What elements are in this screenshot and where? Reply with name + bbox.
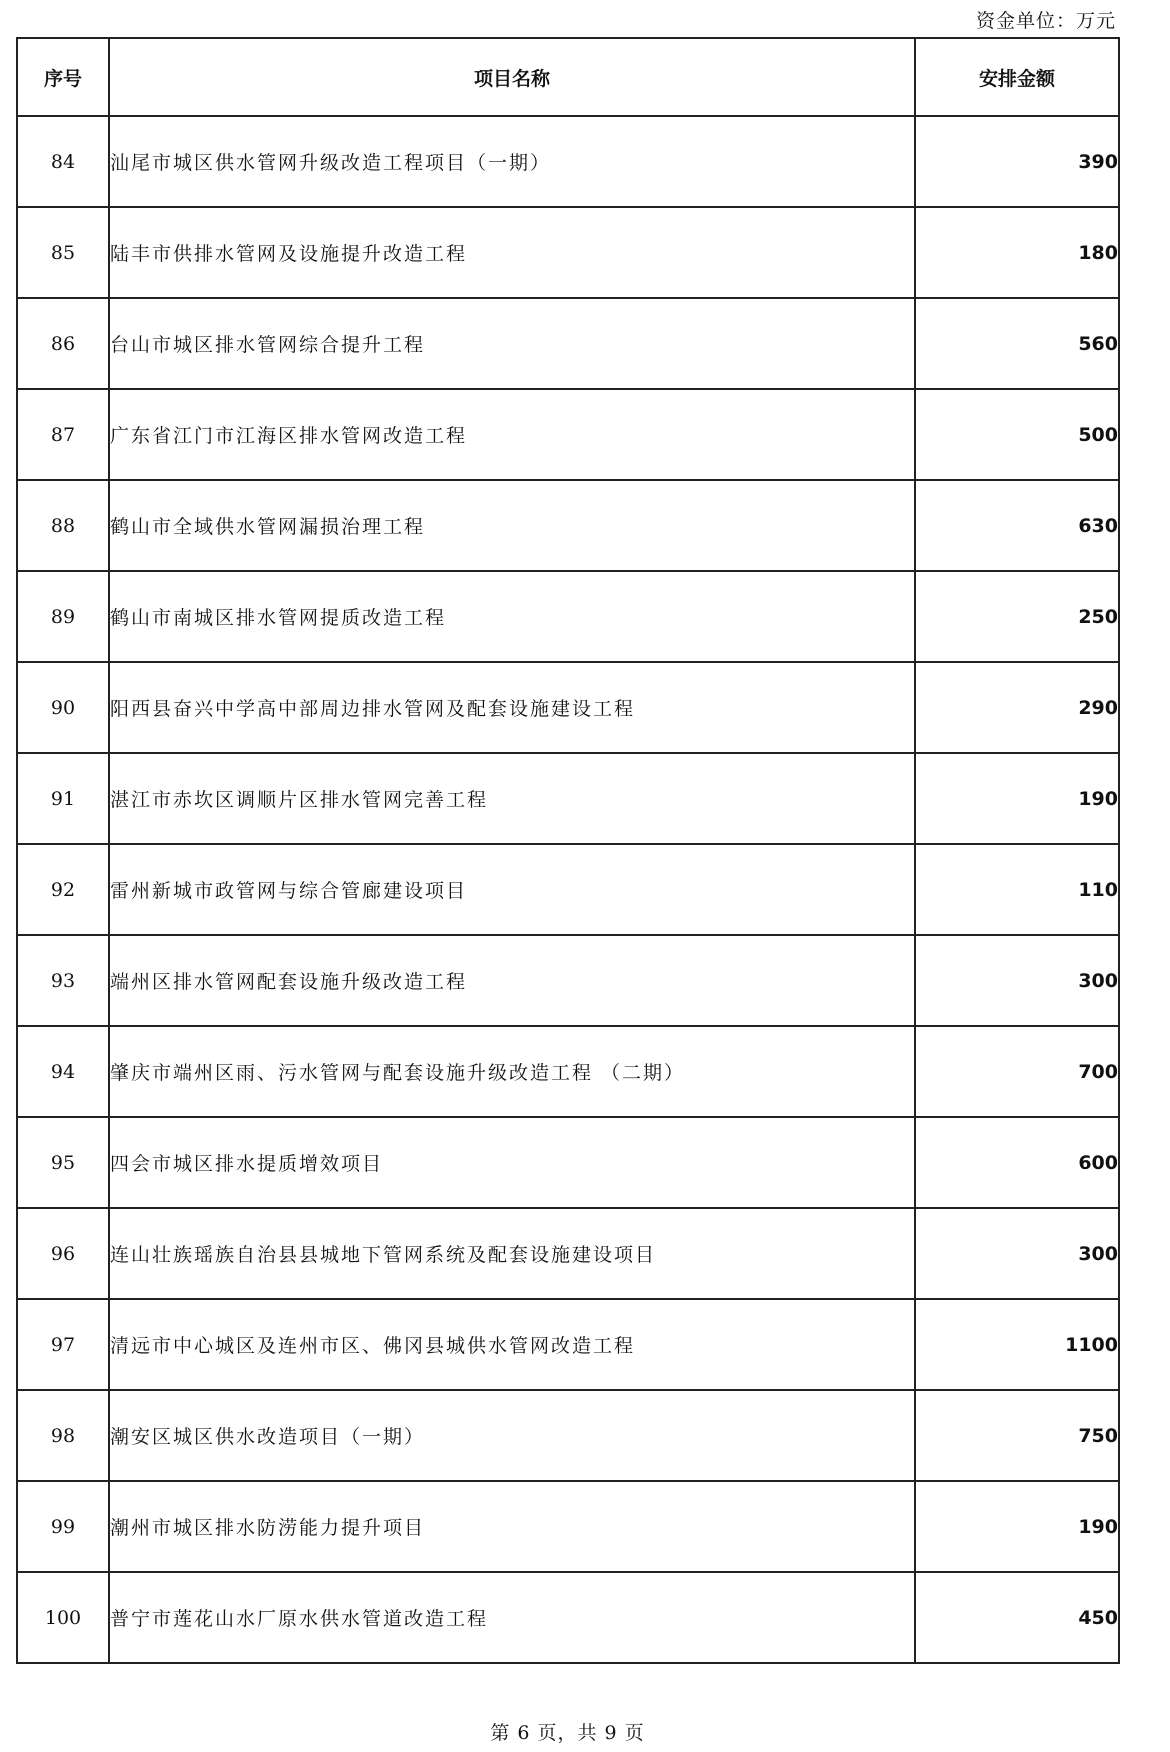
row-seq: 89 — [17, 571, 109, 662]
row-project-name: 陆丰市供排水管网及设施提升改造工程 — [109, 207, 915, 298]
row-amount: 630 — [915, 480, 1119, 571]
row-amount: 300 — [915, 1208, 1119, 1299]
row-amount: 500 — [915, 389, 1119, 480]
table-row — [17, 1026, 1119, 1117]
row-amount: 250 — [915, 571, 1119, 662]
row-project-name: 普宁市莲花山水厂原水供水管道改造工程 — [109, 1572, 915, 1663]
row-amount: 180 — [915, 207, 1119, 298]
table-row — [17, 389, 1119, 480]
row-seq: 95 — [17, 1117, 109, 1208]
row-seq: 98 — [17, 1390, 109, 1481]
row-seq: 97 — [17, 1299, 109, 1390]
column-header-amount: 安排金额 — [915, 38, 1119, 116]
table-row — [17, 662, 1119, 753]
row-project-name: 湛江市赤坎区调顺片区排水管网完善工程 — [109, 753, 915, 844]
row-project-name: 端州区排水管网配套设施升级改造工程 — [109, 935, 915, 1026]
funding-unit-note: 资金单位：万元 — [975, 10, 1116, 32]
page-number: 第 6 页，共 9 页 — [490, 1722, 645, 1744]
row-amount: 110 — [915, 844, 1119, 935]
row-project-name: 连山壮族瑶族自治县县城地下管网系统及配套设施建设项目 — [109, 1208, 915, 1299]
row-seq: 100 — [17, 1572, 109, 1663]
row-seq: 92 — [17, 844, 109, 935]
row-project-name: 雷州新城市政管网与综合管廊建设项目 — [109, 844, 915, 935]
row-seq: 93 — [17, 935, 109, 1026]
table-row — [17, 1208, 1119, 1299]
row-amount: 750 — [915, 1390, 1119, 1481]
table-row — [17, 1481, 1119, 1572]
table-row — [17, 298, 1119, 389]
table-row — [17, 935, 1119, 1026]
row-amount: 290 — [915, 662, 1119, 753]
row-amount: 700 — [915, 1026, 1119, 1117]
row-project-name: 台山市城区排水管网综合提升工程 — [109, 298, 915, 389]
table-row — [17, 1572, 1119, 1663]
row-amount: 190 — [915, 1481, 1119, 1572]
table-row — [17, 207, 1119, 298]
column-header-name: 项目名称 — [109, 38, 915, 116]
row-amount: 560 — [915, 298, 1119, 389]
table-row — [17, 1390, 1119, 1481]
row-seq: 91 — [17, 753, 109, 844]
table-row — [17, 1299, 1119, 1390]
project-allocation-table — [16, 37, 1120, 1664]
row-project-name: 潮州市城区排水防涝能力提升项目 — [109, 1481, 915, 1572]
row-project-name: 阳西县奋兴中学高中部周边排水管网及配套设施建设工程 — [109, 662, 915, 753]
row-seq: 99 — [17, 1481, 109, 1572]
table-row — [17, 1117, 1119, 1208]
column-header-seq: 序号 — [17, 38, 109, 116]
table-row — [17, 571, 1119, 662]
row-seq: 88 — [17, 480, 109, 571]
row-seq: 85 — [17, 207, 109, 298]
row-amount: 390 — [915, 116, 1119, 207]
row-project-name: 四会市城区排水提质增效项目 — [109, 1117, 915, 1208]
row-project-name: 肇庆市端州区雨、污水管网与配套设施升级改造工程 （二期） — [109, 1026, 915, 1117]
row-seq: 87 — [17, 389, 109, 480]
row-project-name: 汕尾市城区供水管网升级改造工程项目（一期） — [109, 116, 915, 207]
row-project-name: 鹤山市全域供水管网漏损治理工程 — [109, 480, 915, 571]
row-seq: 96 — [17, 1208, 109, 1299]
row-amount: 1100 — [915, 1299, 1119, 1390]
row-seq: 94 — [17, 1026, 109, 1117]
table-header-row — [17, 38, 1119, 116]
table-row — [17, 753, 1119, 844]
table-row — [17, 116, 1119, 207]
table-row — [17, 844, 1119, 935]
row-project-name: 潮安区城区供水改造项目（一期） — [109, 1390, 915, 1481]
row-seq: 84 — [17, 116, 109, 207]
row-project-name: 鹤山市南城区排水管网提质改造工程 — [109, 571, 915, 662]
row-seq: 90 — [17, 662, 109, 753]
row-amount: 300 — [915, 935, 1119, 1026]
row-project-name: 清远市中心城区及连州市区、佛冈县城供水管网改造工程 — [109, 1299, 915, 1390]
row-amount: 600 — [915, 1117, 1119, 1208]
row-amount: 450 — [915, 1572, 1119, 1663]
row-seq: 86 — [17, 298, 109, 389]
table-row — [17, 480, 1119, 571]
row-amount: 190 — [915, 753, 1119, 844]
row-project-name: 广东省江门市江海区排水管网改造工程 — [109, 389, 915, 480]
